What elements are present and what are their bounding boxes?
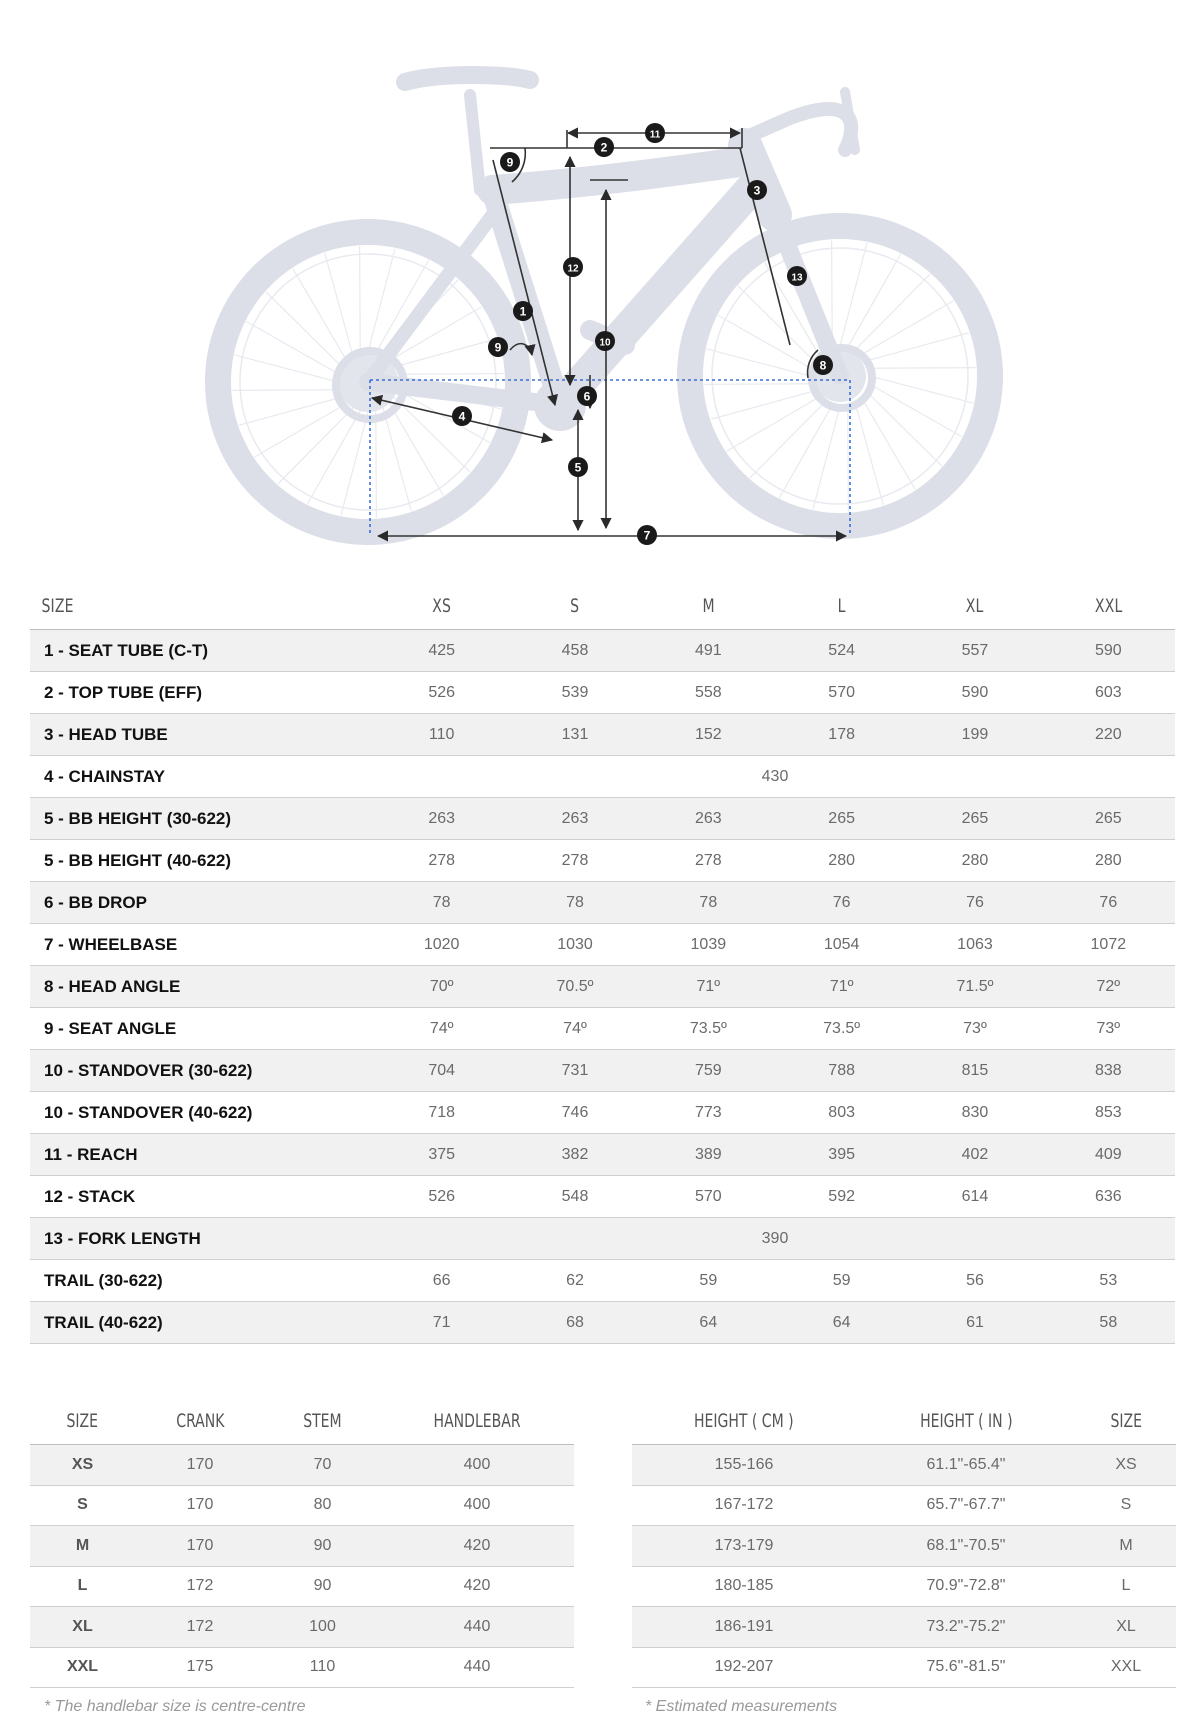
wheel-spoke [832,240,833,347]
measurement-value: 280 [908,840,1041,882]
measurement-value: 614 [908,1176,1041,1218]
component-cell: M [30,1526,135,1567]
measurement-value: 78 [375,882,508,924]
measurement-value: 382 [508,1134,641,1176]
measurement-value: 773 [642,1092,775,1134]
measurement-value: 558 [642,672,775,714]
measure-marker-7 [637,525,657,545]
component-cell: S [30,1485,135,1526]
wheel-spoke [848,254,901,347]
measure-marker-9 [500,152,520,172]
measurement-value: 73º [908,1008,1041,1050]
component-header-label: HANDLEBAR [433,1410,521,1432]
wheel-spoke [779,405,832,498]
measurement-value: 265 [908,798,1041,840]
measurement-value: 78 [508,882,641,924]
geometry-row [30,924,1175,966]
component-column-header [135,1398,265,1445]
shared-value: 390 [375,1218,1175,1260]
component-cell: 110 [265,1647,380,1688]
geometry-row [30,1218,1175,1260]
measurement-label: TRAIL (40-622) [30,1302,375,1344]
measurement-label: 10 - STANDOVER (30-622) [30,1050,375,1092]
measurement-label: TRAIL (30-622) [30,1260,375,1302]
wheel-spoke [861,397,915,489]
component-cell: 175 [135,1647,265,1688]
bike-geometry-diagram [0,0,1200,560]
estimate-note: * Estimated measurements [645,1698,838,1715]
component-header-label: STEM [303,1410,342,1432]
fit-row [632,1485,1176,1526]
fit-column-header [1076,1398,1176,1445]
measurement-label: 5 - BB HEIGHT (30-622) [30,798,375,840]
component-cell: 440 [380,1647,574,1688]
wheel-spoke [870,376,973,403]
component-cell: 100 [265,1607,380,1648]
wheel-spoke [869,368,976,369]
measurement-value: 263 [375,798,508,840]
measurement-value: 131 [508,714,641,756]
component-header-label: SIZE [66,1410,99,1432]
svg-text:2: 2 [600,140,608,155]
wheel-spoke [855,274,930,350]
measure-marker-2 [594,137,614,157]
measurement-value: 64 [775,1302,908,1344]
measurement-value: 220 [1042,714,1175,756]
measurement-value: 278 [375,840,508,882]
svg-text:12: 12 [567,263,579,275]
component-row [30,1607,574,1648]
geometry-row [30,714,1175,756]
wheel-spoke [235,355,338,382]
measurement-label: 3 - HEAD TUBE [30,714,375,756]
measurement-value: 74º [508,1008,641,1050]
svg-text:3: 3 [753,183,761,198]
wheel-spoke [307,411,360,504]
fit-column-header [632,1398,856,1445]
measurement-value: 59 [642,1260,775,1302]
measurement-value: 491 [642,630,775,672]
measurement-value: 570 [775,672,908,714]
wheel-spoke [293,269,347,361]
measure-marker-4 [452,406,472,426]
measurement-value: 590 [908,672,1041,714]
component-header-label: CRANK [175,1410,225,1432]
component-cell: 90 [265,1566,380,1607]
measurement-value: 56 [908,1260,1041,1302]
measurement-value: 263 [642,798,775,840]
component-cell: 170 [135,1485,265,1526]
svg-text:10: 10 [599,337,611,349]
measurement-value: 71 [375,1302,508,1344]
measurement-label: 11 - REACH [30,1134,375,1176]
measurement-value: 178 [775,714,908,756]
wheel-spoke [376,411,377,518]
geometry-row [30,756,1175,798]
wheel-spoke [266,292,342,367]
measurement-value: 280 [775,840,908,882]
measurement-value: 1072 [1042,924,1175,966]
wheel-spoke [397,374,504,375]
measurement-value: 73.5º [642,1008,775,1050]
geometry-row [30,1134,1175,1176]
measurement-value: 71.5º [908,966,1041,1008]
measure-marker-11 [645,123,665,143]
wheel-spoke [866,333,969,361]
measurement-label: 6 - BB DROP [30,882,375,924]
measurement-label: 5 - BB HEIGHT (40-622) [30,840,375,882]
fit-header-label: HEIGHT ( IN ) [919,1410,1013,1432]
size-header-s: S [520,583,629,630]
wheel-spoke [707,349,810,376]
geometry-row [30,798,1175,840]
measurement-value: 62 [508,1260,641,1302]
measurement-value: 76 [1042,882,1175,924]
measurement-value: 830 [908,1092,1041,1134]
size-header-xs: XS [387,583,496,630]
fit-row [632,1607,1176,1648]
measurement-value: 73º [1042,1008,1175,1050]
wheel-spoke [383,408,411,511]
component-cell: 440 [380,1607,574,1648]
geometry-row [30,966,1175,1008]
fit-row [632,1526,1176,1567]
measurement-value: 759 [642,1050,775,1092]
measurement-value: 402 [908,1134,1041,1176]
measurement-value: 263 [508,798,641,840]
component-cell: XS [30,1445,135,1486]
measure-marker-10 [595,331,615,351]
wheel-spoke [750,402,825,478]
measurement-value: 74º [375,1008,508,1050]
component-cell: 172 [135,1607,265,1648]
measurement-value: 58 [1042,1302,1175,1344]
measurement-value: 71º [775,966,908,1008]
wheel-spoke [278,408,353,484]
measure-marker-8 [813,355,833,375]
size-header-l: L [787,583,896,630]
wheel-spoke [394,339,497,367]
svg-text:8: 8 [819,358,827,373]
measurement-value: 70º [375,966,508,1008]
fit-cell: S [1076,1485,1176,1526]
wheel-spoke [368,249,395,352]
svg-text:1: 1 [519,304,527,319]
geometry-row [30,1008,1175,1050]
component-cell: 420 [380,1566,574,1607]
handlebar-note: * The handlebar size is centre-centre [44,1698,306,1715]
measurement-label: 12 - STACK [30,1176,375,1218]
shared-value: 430 [375,756,1175,798]
measurement-value: 590 [1042,630,1175,672]
geometry-row [30,672,1175,714]
component-row [30,1445,574,1486]
measurement-value: 539 [508,672,641,714]
measurement-label: 10 - STANDOVER (40-622) [30,1092,375,1134]
size-header-xl: XL [920,583,1029,630]
measurement-value: 389 [642,1134,775,1176]
geometry-table [30,583,1175,1344]
measurement-label: 9 - SEAT ANGLE [30,1008,375,1050]
fit-cell: 167-172 [632,1485,856,1526]
fit-cell: 65.7"-67.7" [856,1485,1076,1526]
component-row [30,1526,574,1567]
wheel-spoke [718,315,811,368]
svg-text:9: 9 [494,340,502,355]
fit-cell: XS [1076,1445,1176,1486]
fit-header-label: SIZE [1110,1410,1142,1432]
wheel-spoke [341,412,368,515]
measure-marker-12 [563,257,583,277]
measurement-value: 76 [775,882,908,924]
wheel-spoke [704,384,811,385]
fit-cell: 173-179 [632,1526,856,1567]
geometry-row [30,1302,1175,1344]
geometry-row [30,1260,1175,1302]
component-column-header [380,1398,574,1445]
measurement-value: 375 [375,1134,508,1176]
measurement-value: 803 [775,1092,908,1134]
measurement-value: 603 [1042,672,1175,714]
component-cell: 170 [135,1445,265,1486]
wheel-spoke [255,403,347,457]
measure-marker-6 [577,386,597,406]
measurement-value: 265 [1042,798,1175,840]
measurement-value: 64 [642,1302,775,1344]
component-row [30,1647,574,1688]
measurement-value: 78 [642,882,775,924]
measurement-value: 425 [375,630,508,672]
geometry-row [30,840,1175,882]
measure-marker-5 [568,457,588,477]
components-table [30,1398,574,1688]
measurement-label: 1 - SEAT TUBE (C-T) [30,630,375,672]
fit-cell: 192-207 [632,1647,856,1688]
measurement-value: 570 [642,1176,775,1218]
component-column-header [30,1398,135,1445]
svg-text:13: 13 [791,272,803,284]
measurement-value: 59 [775,1260,908,1302]
measurement-value: 278 [642,840,775,882]
wheel-spoke [360,246,361,353]
wheel-spoke [855,402,883,505]
wheel-spoke [840,243,867,346]
measurement-value: 838 [1042,1050,1175,1092]
fit-cell: XXL [1076,1647,1176,1688]
measurement-value: 1020 [375,924,508,966]
fit-cell: XL [1076,1607,1176,1648]
fit-cell: L [1076,1566,1176,1607]
svg-text:4: 4 [458,409,466,424]
measurement-value: 1054 [775,924,908,966]
geometry-row [30,1176,1175,1218]
component-cell: L [30,1566,135,1607]
measurement-value: 1039 [642,924,775,966]
component-cell: 400 [380,1445,574,1486]
geometry-row [30,1092,1175,1134]
svg-text:9: 9 [506,155,514,170]
wheel-spoke [325,253,353,356]
fit-header-label: HEIGHT ( CM ) [694,1410,794,1432]
measurement-value: 152 [642,714,775,756]
measurement-value: 409 [1042,1134,1175,1176]
measurement-value: 636 [1042,1176,1175,1218]
component-cell: 80 [265,1485,380,1526]
measurement-value: 76 [908,882,1041,924]
svg-text:11: 11 [649,129,661,141]
fit-cell: 68.1"-70.5" [856,1526,1076,1567]
measurement-value: 853 [1042,1092,1175,1134]
measurement-value: 731 [508,1050,641,1092]
measurement-value: 1030 [508,924,641,966]
fit-row [632,1445,1176,1486]
size-column-header: SIZE [30,583,313,630]
size-header-m: M [654,583,763,630]
component-cell: 172 [135,1566,265,1607]
geometry-row [30,1050,1175,1092]
measurement-value: 524 [775,630,908,672]
measurement-value: 66 [375,1260,508,1302]
wheel-spoke [711,391,814,419]
wheel-spoke [727,397,819,451]
measurement-value: 458 [508,630,641,672]
component-cell: 170 [135,1526,265,1567]
size-fit-table [632,1398,1176,1688]
component-cell: XL [30,1607,135,1648]
svg-text:5: 5 [574,460,582,475]
measurement-value: 278 [508,840,641,882]
measurement-value: 815 [908,1050,1041,1092]
measurement-label: 7 - WHEELBASE [30,924,375,966]
size-header-xxl: XXL [1054,583,1163,630]
geometry-row [30,882,1175,924]
wheel-spoke [239,397,342,425]
fit-cell: 70.9"-72.8" [856,1566,1076,1607]
measurement-value: 199 [908,714,1041,756]
measurement-label: 4 - CHAINSTAY [30,756,375,798]
measurement-value: 557 [908,630,1041,672]
measurement-value: 788 [775,1050,908,1092]
measurement-value: 1063 [908,924,1041,966]
wheel-spoke [869,384,962,437]
measurement-label: 8 - HEAD ANGLE [30,966,375,1008]
measurement-label: 2 - TOP TUBE (EFF) [30,672,375,714]
component-row [30,1566,574,1607]
fit-cell: 75.6"-81.5" [856,1647,1076,1688]
measurement-value: 526 [375,1176,508,1218]
wheel-spoke [232,390,339,391]
measurement-value: 61 [908,1302,1041,1344]
fit-cell: M [1076,1526,1176,1567]
wheel-spoke [861,301,953,355]
measurement-value: 746 [508,1092,641,1134]
measure-marker-1 [513,301,533,321]
svg-text:7: 7 [643,528,651,543]
wheel-spoke [848,405,849,512]
measurement-value: 548 [508,1176,641,1218]
fit-cell: 180-185 [632,1566,856,1607]
measurement-value: 68 [508,1302,641,1344]
fit-row [632,1647,1176,1688]
measurement-value: 526 [375,672,508,714]
measurement-value: 70.5º [508,966,641,1008]
measurement-value: 265 [775,798,908,840]
measurement-value: 280 [1042,840,1175,882]
components-header-row [30,1398,574,1445]
wheel-spoke [866,391,942,466]
component-column-header [265,1398,380,1445]
fit-cell: 73.2"-75.2" [856,1607,1076,1648]
measurement-value: 592 [775,1176,908,1218]
fit-column-header [856,1398,1076,1445]
measurement-value: 73.5º [775,1008,908,1050]
component-row [30,1485,574,1526]
fit-cell: 186-191 [632,1607,856,1648]
component-cell: XXL [30,1647,135,1688]
measurement-value: 704 [375,1050,508,1092]
measurement-value: 53 [1042,1260,1175,1302]
geometry-row [30,630,1175,672]
component-cell: 400 [380,1485,574,1526]
measure-marker-13 [787,266,807,286]
measure-marker-3 [747,180,767,200]
component-cell: 70 [265,1445,380,1486]
measure-marker-9 [488,337,508,357]
wheel-spoke [813,406,840,509]
measurement-value: 71º [642,966,775,1008]
wheel-spoke [389,403,443,495]
component-cell: 90 [265,1526,380,1567]
measurement-value: 72º [1042,966,1175,1008]
wheel-spoke [246,321,339,374]
fit-cell: 61.1"-65.4" [856,1445,1076,1486]
measurement-value: 110 [375,714,508,756]
geometry-header-row [30,583,1175,630]
fit-cell: 155-166 [632,1445,856,1486]
svg-text:6: 6 [583,389,591,404]
component-cell: 420 [380,1526,574,1567]
fit-row [632,1566,1176,1607]
measurement-value: 718 [375,1092,508,1134]
fit-header-row [632,1398,1176,1445]
measurement-value: 395 [775,1134,908,1176]
measurement-label: 13 - FORK LENGTH [30,1218,375,1260]
